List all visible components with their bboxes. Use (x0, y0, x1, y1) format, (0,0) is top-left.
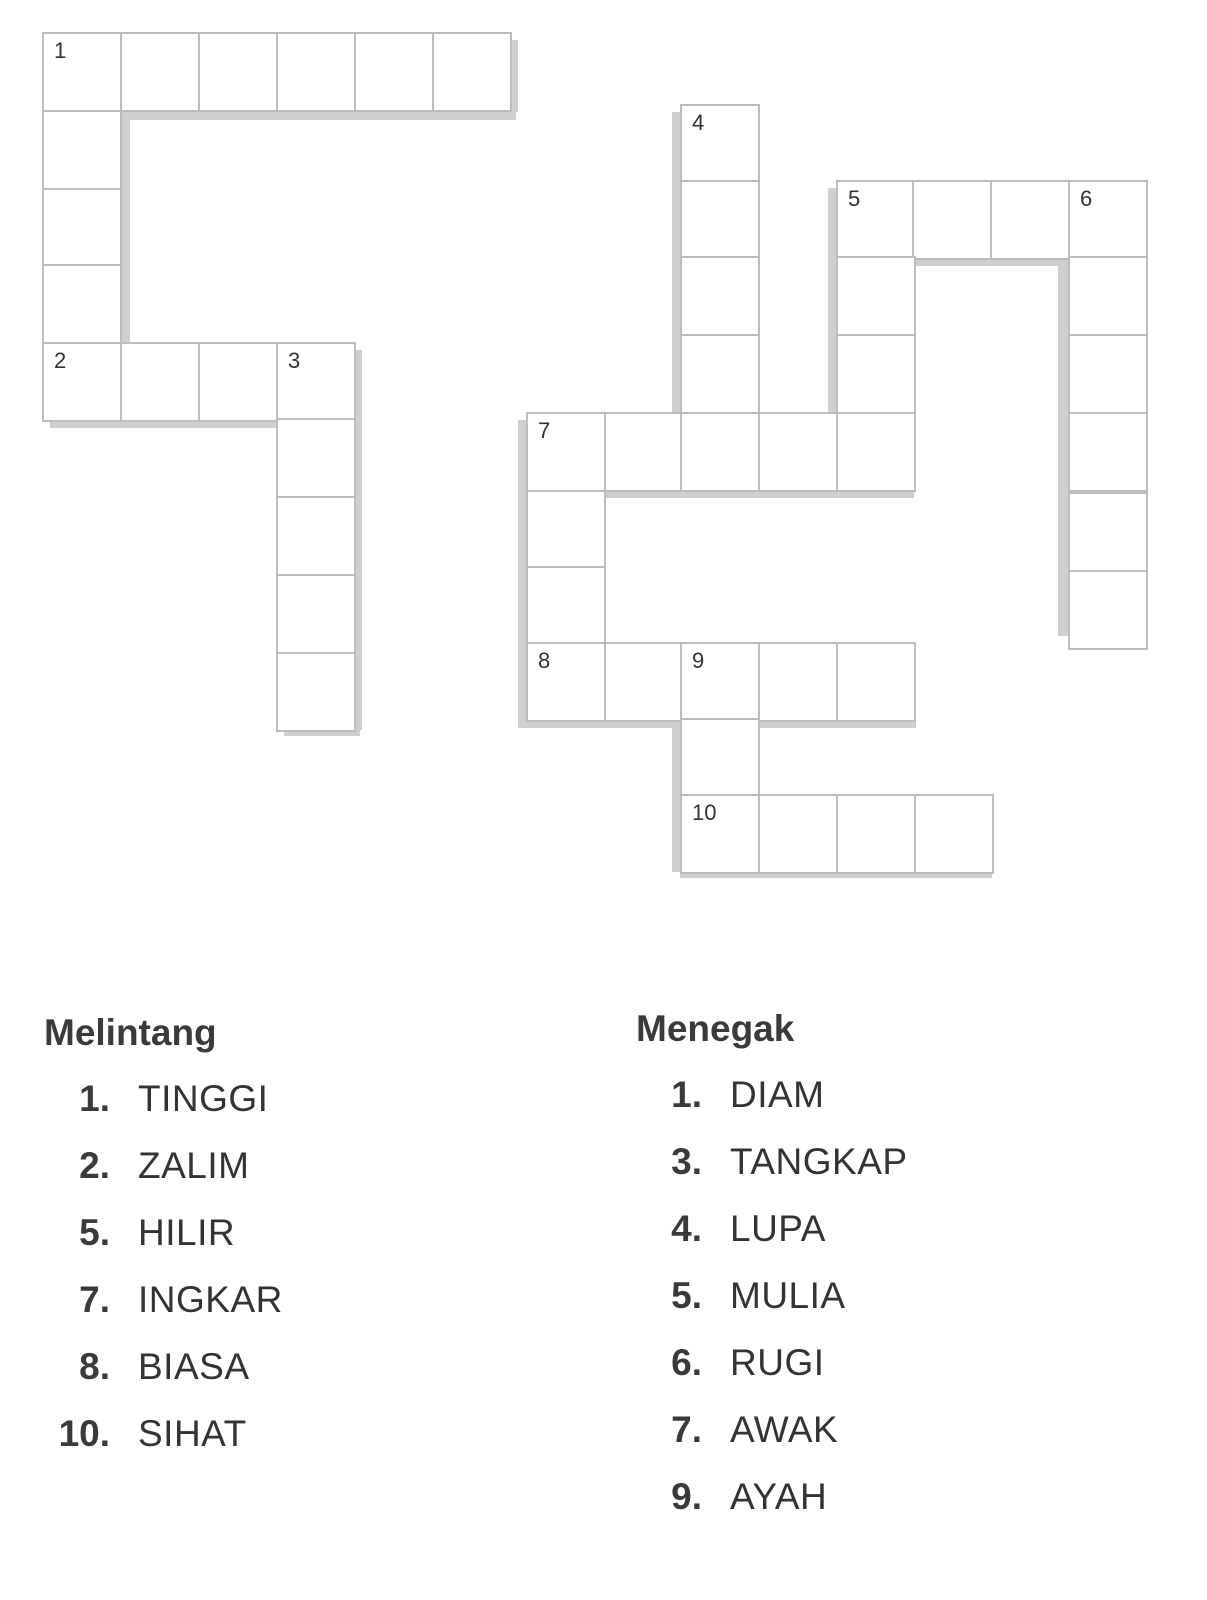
clue-item (640, 1342, 825, 1384)
clue-word: LUPA (730, 1208, 826, 1249)
crossword-cell[interactable] (1068, 412, 1148, 492)
clue-number-label: 9 (692, 648, 705, 673)
clue-number: 3. (671, 1141, 702, 1182)
crossword-cell[interactable] (604, 642, 684, 722)
clue-number: 5. (671, 1275, 702, 1316)
clue-word: AYAH (730, 1476, 828, 1517)
clue-number-label: 1 (54, 38, 67, 63)
clue-number-label: 6 (1080, 186, 1093, 211)
clue-item (640, 1208, 826, 1250)
crossword-cell[interactable] (276, 652, 356, 732)
crossword-cell[interactable] (758, 642, 838, 722)
crossword-cell[interactable] (1068, 570, 1148, 650)
clue-word: TINGGI (138, 1078, 269, 1119)
clue-number: 2. (79, 1145, 110, 1186)
crossword-cell[interactable] (914, 794, 994, 874)
clue-number: 6. (671, 1342, 702, 1383)
clue-word: ZALIM (138, 1145, 250, 1186)
crossword-cell[interactable] (432, 32, 512, 112)
crossword-cell[interactable] (836, 334, 916, 414)
crossword-cell[interactable] (276, 342, 356, 422)
crossword-cell[interactable] (680, 642, 760, 722)
crossword-cell[interactable] (990, 180, 1070, 260)
crossword-cell[interactable] (198, 32, 278, 112)
crossword-cell[interactable] (276, 496, 356, 576)
crossword-cell[interactable] (680, 104, 760, 184)
clue-item (48, 1279, 283, 1321)
across-heading: Melintang (44, 1012, 217, 1053)
grid-shadow (518, 420, 526, 720)
crossword-cell[interactable] (42, 342, 122, 422)
crossword-cell[interactable] (120, 32, 200, 112)
clue-item (640, 1409, 838, 1451)
crossword-cell[interactable] (1068, 180, 1148, 260)
crossword-cell[interactable] (836, 256, 916, 336)
crossword-cell[interactable] (526, 566, 606, 646)
crossword-cell[interactable] (42, 188, 122, 268)
crossword-cell[interactable] (276, 418, 356, 498)
crossword-cell[interactable] (680, 718, 760, 798)
clue-number-label: 4 (692, 110, 705, 135)
crossword-cell[interactable] (42, 32, 122, 112)
clue-word: MULIA (730, 1275, 846, 1316)
crossword-cell[interactable] (758, 794, 838, 874)
clue-number-label: 10 (692, 800, 717, 825)
crossword-cell[interactable] (526, 412, 606, 492)
clue-item (48, 1346, 250, 1388)
clue-number: 4. (671, 1208, 702, 1249)
crossword-cell[interactable] (604, 412, 684, 492)
crossword-cell[interactable] (836, 642, 916, 722)
clue-item (640, 1141, 908, 1183)
crossword-cell[interactable] (758, 412, 838, 492)
clue-word: TANGKAP (730, 1141, 908, 1182)
crossword-cell[interactable] (354, 32, 434, 112)
clue-number: 5. (79, 1212, 110, 1253)
clue-number-label: 7 (538, 418, 551, 443)
clue-number-label: 5 (848, 186, 861, 211)
clue-number: 7. (79, 1279, 110, 1320)
down-heading: Menegak (636, 1008, 795, 1049)
crossword-cell[interactable] (42, 264, 122, 344)
crossword-cell[interactable] (680, 256, 760, 336)
clue-word: RUGI (730, 1342, 825, 1383)
clue-word: HILIR (138, 1212, 236, 1253)
crossword-cell[interactable] (836, 794, 916, 874)
clue-item (640, 1074, 825, 1116)
clue-number: 10. (58, 1413, 110, 1454)
crossword-cell[interactable] (680, 794, 760, 874)
clue-number: 1. (671, 1074, 702, 1115)
crossword-cell[interactable] (836, 180, 916, 260)
crossword-cell[interactable] (1068, 256, 1148, 336)
crossword-cell[interactable] (1068, 334, 1148, 414)
clue-word: AWAK (730, 1409, 839, 1450)
clue-word: SIHAT (138, 1413, 247, 1454)
crossword-cell[interactable] (1068, 492, 1148, 572)
clue-number: 9. (671, 1476, 702, 1517)
crossword-cell[interactable] (42, 110, 122, 190)
grid-shadow (828, 188, 836, 412)
crossword-cell[interactable] (276, 32, 356, 112)
crossword-cell[interactable] (198, 342, 278, 422)
crossword-cell[interactable] (912, 180, 992, 260)
clue-number: 7. (671, 1409, 702, 1450)
clue-item (48, 1212, 235, 1254)
clue-number: 1. (79, 1078, 110, 1119)
clue-word: INGKAR (138, 1279, 283, 1320)
clue-number: 8. (79, 1346, 110, 1387)
clue-item (48, 1078, 268, 1120)
clue-number-label: 3 (288, 348, 301, 373)
crossword-cell[interactable] (526, 642, 606, 722)
clue-number-label: 8 (538, 648, 551, 673)
crossword-cell[interactable] (680, 180, 760, 260)
crossword-cell[interactable] (276, 574, 356, 654)
clue-word: BIASA (138, 1346, 250, 1387)
clue-number-label: 2 (54, 348, 67, 373)
clue-item (48, 1413, 247, 1455)
clue-item (640, 1476, 827, 1518)
crossword-cell[interactable] (526, 490, 606, 570)
crossword-cell[interactable] (680, 334, 760, 414)
clue-item (640, 1275, 846, 1317)
clue-item (48, 1145, 249, 1187)
clue-word: DIAM (730, 1074, 825, 1115)
grid-shadow (672, 720, 680, 872)
crossword-cell[interactable] (680, 412, 760, 492)
grid-shadow (1058, 256, 1068, 636)
crossword-cell[interactable] (836, 412, 916, 492)
grid-shadow (672, 112, 680, 412)
crossword-cell[interactable] (120, 342, 200, 422)
